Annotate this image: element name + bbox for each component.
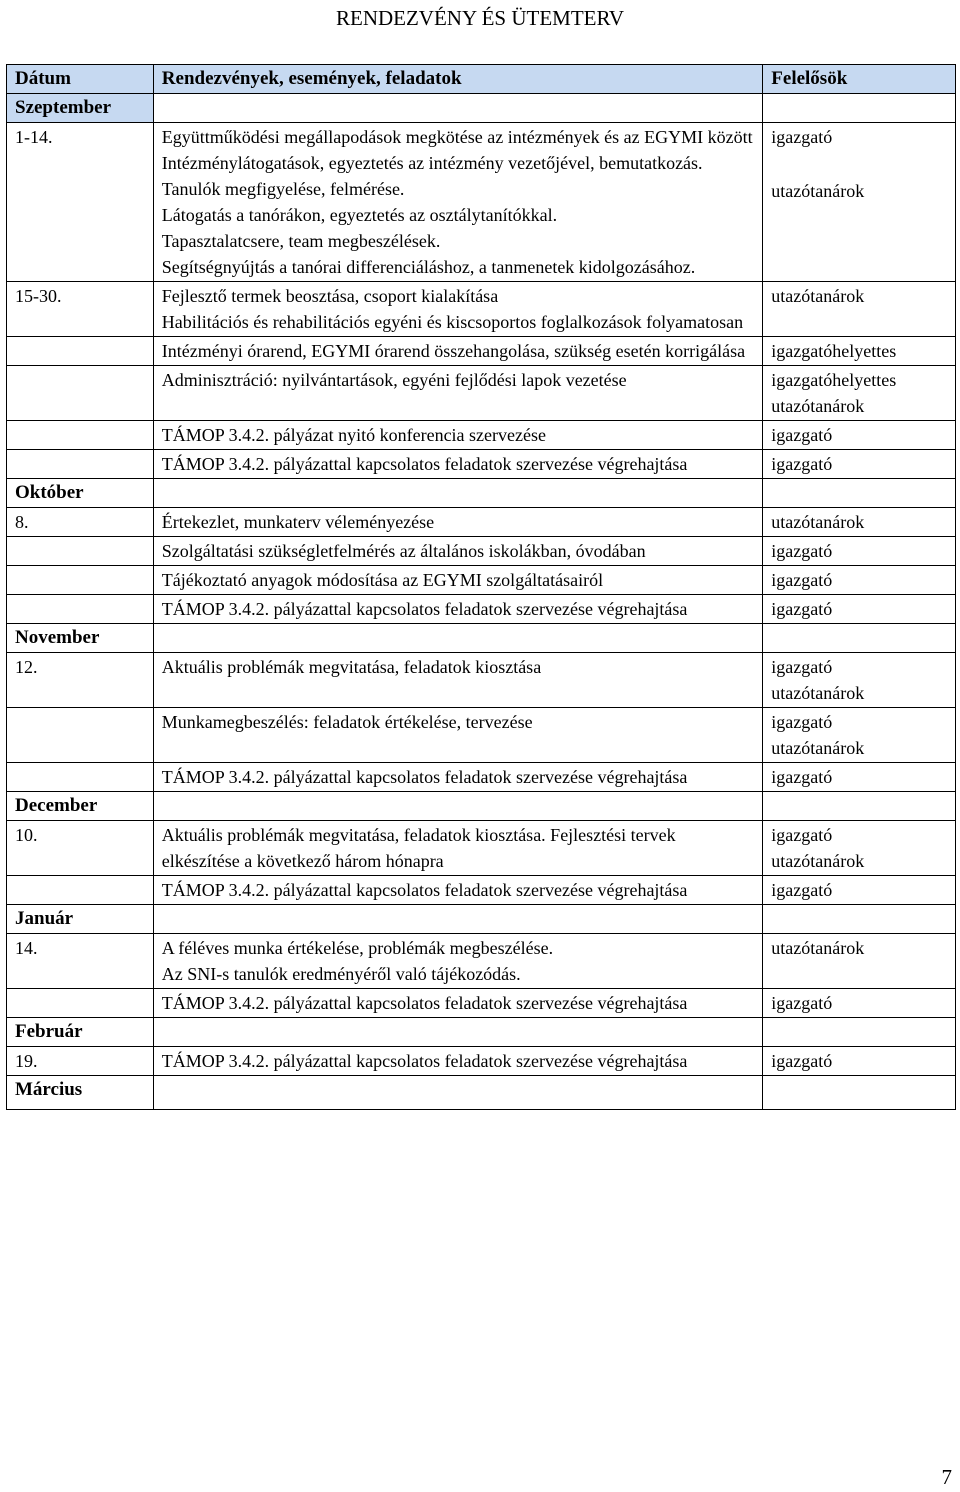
table-row [7,876,956,905]
row-responsible [763,337,956,366]
month-label: Február [7,1018,154,1047]
row-date: 1-14. [7,123,154,282]
row-date: 15-30. [7,282,154,337]
responsible-item: igazgatóhelyettes [771,370,897,390]
month-label: November [7,624,154,653]
row-event: TÁMOP 3.4.2. pályázattal kapcsolatos feladatok szervezése végrehajtása [153,989,762,1018]
event-line: Segítségnyújtás a tanórai differenciáláshoz, a tanmenetek kidolgozásához. [161,257,696,277]
responsible-item: utazótanárok [771,181,865,201]
table-row [7,934,956,989]
row-event: TÁMOP 3.4.2. pályázattal kapcsolatos feladatok szervezése végrehajtása [153,876,762,905]
table-row [7,123,956,282]
row-responsible [763,989,956,1018]
responsible-item: igazgató [771,541,833,561]
row-event: Szolgáltatási szükségletfelmérés az általános iskolákban, óvodában [153,537,762,566]
month-row-february [7,1018,956,1047]
month-label: Január [7,905,154,934]
table-row [7,421,956,450]
responsible-item: igazgató [771,880,833,900]
responsible-item: utazótanárok [771,286,865,306]
row-event: Munkamegbeszélés: feladatok értékelése, tervezése [153,708,762,763]
row-event: Értekezlet, munkaterv véleményezése [153,508,762,537]
month-row-march [7,1076,956,1110]
document-title: RENDEZVÉNY ÉS ÜTEMTERV [335,6,624,30]
month-row-january [7,905,956,934]
event-line: A féléves munka értékelése, problémák megbeszélése. [161,938,554,958]
row-event: Aktuális problémák megvitatása, feladatok kiosztása. Fejlesztési tervek elkészítése a következő három hónapra [153,821,762,876]
table-header-row [7,65,956,94]
event-line: Az SNI-s tanulók eredményéről való tájékozódás. [161,964,521,984]
month-label: Szeptember [7,94,154,123]
month-label: December [7,792,154,821]
row-event: Adminisztráció: nyilvántartások, egyéni fejlődési lapok vezetése [153,366,762,421]
month-row-december [7,792,956,821]
row-responsible [763,821,956,876]
row-event: TÁMOP 3.4.2. pályázattal kapcsolatos feladatok szervezése végrehajtása [153,450,762,479]
responsible-item: utazótanárok [771,738,865,758]
responsible-item: igazgató [771,993,833,1013]
row-date: 10. [7,821,154,876]
responsible-item: igazgató [771,767,833,787]
row-event: Aktuális problémák megvitatása, feladatok kiosztása [153,653,762,708]
table-row [7,763,956,792]
row-responsible [763,1047,956,1076]
responsible-item: utazótanárok [771,396,865,416]
month-row-november [7,624,956,653]
month-label: Október [7,479,154,508]
header-responsible: Felelősök [763,65,956,94]
row-responsible [763,566,956,595]
table-row [7,366,956,421]
row-responsible [763,450,956,479]
table-row [7,821,956,876]
row-responsible [763,934,956,989]
row-date: 8. [7,508,154,537]
row-responsible [763,123,956,282]
schedule-table [6,64,956,1110]
row-date: 14. [7,934,154,989]
table-row [7,1047,956,1076]
responsible-item: igazgató [771,825,833,845]
event-line: Tanulók megfigyelése, felmérése. [161,179,405,199]
row-responsible [763,282,956,337]
responsible-item: utazótanárok [771,851,865,871]
table-row [7,337,956,366]
table-row [7,508,956,537]
responsible-item: igazgató [771,570,833,590]
month-row-october [7,479,956,508]
table-row [7,566,956,595]
table-row [7,537,956,566]
responsible-item: igazgató [771,454,833,474]
event-line: Intézménylátogatások, egyeztetés az intézmény vezetőjével, bemutatkozás. [161,153,703,173]
event-line: Tapasztalatcsere, team megbeszélések. [161,231,441,251]
responsible-item: igazgató [771,657,833,677]
responsible-item: utazótanárok [771,512,865,532]
event-line: Habilitációs és rehabilitációs egyéni és kiscsoportos foglalkozások folyamatosan [161,312,744,332]
event-line: Fejlesztő termek beosztása, csoport kialakítása [161,286,499,306]
table-row [7,450,956,479]
responsible-item: igazgató [771,425,833,445]
responsible-item: igazgató [771,712,833,732]
row-event: Tájékoztató anyagok módosítása az EGYMI szolgáltatásairól [153,566,762,595]
row-responsible [763,595,956,624]
responsible-item: igazgató [771,127,833,147]
table-row [7,989,956,1018]
row-responsible [763,708,956,763]
row-responsible [763,653,956,708]
event-line: Együttműködési megállapodások megkötése az intézmények és az EGYMI között [161,127,753,147]
responsible-item: utazótanárok [771,683,865,703]
responsible-item: igazgató [771,599,833,619]
table-row [7,708,956,763]
table-row [7,653,956,708]
header-events: Rendezvények, események, feladatok [153,65,762,94]
page-number: 7 [941,1465,952,1489]
month-label: Március [7,1076,154,1110]
responsible-item: utazótanárok [771,938,865,958]
row-event: TÁMOP 3.4.2. pályázattal kapcsolatos feladatok szervezése végrehajtása [153,595,762,624]
row-event: TÁMOP 3.4.2. pályázattal kapcsolatos feladatok szervezése végrehajtása [153,1047,762,1076]
row-responsible [763,876,956,905]
event-line: Látogatás a tanórákon, egyeztetés az osztálytanítókkal. [161,205,558,225]
row-responsible [763,366,956,421]
row-date: 12. [7,653,154,708]
row-responsible [763,421,956,450]
month-row-september [7,94,956,123]
table-row [7,282,956,337]
row-event: TÁMOP 3.4.2. pályázat nyitó konferencia szervezése [153,421,762,450]
row-responsible [763,508,956,537]
responsible-item: igazgató [771,1051,833,1071]
row-event [153,934,762,989]
responsible-item: igazgatóhelyettes [771,341,897,361]
row-event [153,123,762,282]
row-responsible [763,763,956,792]
row-event: TÁMOP 3.4.2. pályázattal kapcsolatos feladatok szervezése végrehajtása [153,763,762,792]
header-date: Dátum [7,65,154,94]
row-event: Intézményi órarend, EGYMI órarend összehangolása, szükség esetén korrigálása [153,337,762,366]
row-responsible [763,537,956,566]
table-row [7,595,956,624]
row-date: 19. [7,1047,154,1076]
row-event [153,282,762,337]
